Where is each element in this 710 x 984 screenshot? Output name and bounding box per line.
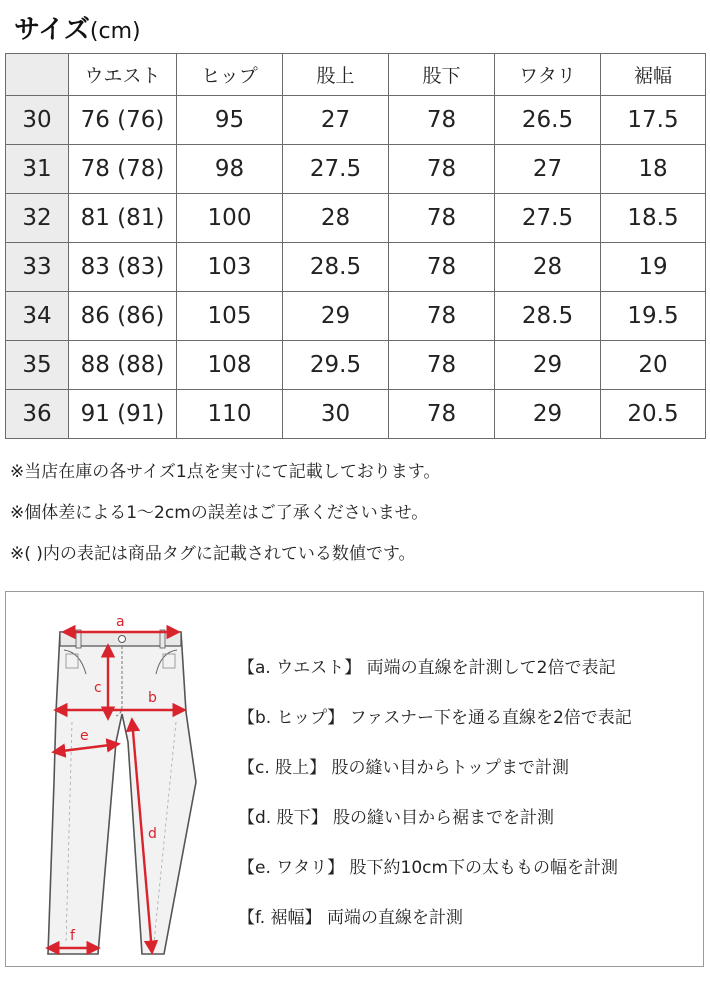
cell-hip: 100	[177, 194, 283, 243]
label-d: d	[148, 826, 157, 842]
note-item: ※当店在庫の各サイズ1点を実寸にて記載しております。	[10, 462, 441, 482]
row-size: 35	[6, 341, 69, 390]
header-inseam: 股下	[389, 54, 495, 96]
table-row	[6, 292, 706, 341]
legend-item-hip: 【b. ヒップ】 ファスナー下を通る直線を2倍で表記	[238, 708, 632, 728]
cell-inseam: 78	[389, 194, 495, 243]
cell-waist: 81 (81)	[69, 194, 177, 243]
table-row	[6, 243, 706, 292]
cell-rise: 29.5	[283, 341, 389, 390]
cell-rise: 30	[283, 390, 389, 439]
cell-hip: 105	[177, 292, 283, 341]
legend-item-thigh: 【e. ワタリ】 股下約10cm下の太ももの幅を計測	[238, 858, 619, 878]
cell-rise: 27	[283, 96, 389, 145]
cell-thigh: 28.5	[495, 292, 601, 341]
cell-inseam: 78	[389, 96, 495, 145]
cell-thigh: 28	[495, 243, 601, 292]
note-item: ※( )内の表記は商品タグに記載されている数値です。	[10, 544, 416, 564]
table-row	[6, 390, 706, 439]
cell-rise: 28.5	[283, 243, 389, 292]
cell-hem: 18	[601, 145, 706, 194]
row-size: 34	[6, 292, 69, 341]
cell-hip: 110	[177, 390, 283, 439]
cell-hip: 103	[177, 243, 283, 292]
table-row	[6, 145, 706, 194]
size-table	[5, 53, 706, 439]
cell-rise: 27.5	[283, 145, 389, 194]
cell-rise: 29	[283, 292, 389, 341]
cell-hem: 18.5	[601, 194, 706, 243]
cell-thigh: 27	[495, 145, 601, 194]
cell-rise: 28	[283, 194, 389, 243]
cell-hip: 95	[177, 96, 283, 145]
cell-hem: 17.5	[601, 96, 706, 145]
header-hem: 裾幅	[601, 54, 706, 96]
measurement-legend	[238, 650, 632, 950]
header-corner	[6, 54, 69, 96]
cell-waist: 78 (78)	[69, 145, 177, 194]
cell-hip: 108	[177, 341, 283, 390]
notes	[10, 452, 440, 575]
row-size: 30	[6, 96, 69, 145]
table-row	[6, 341, 706, 390]
header-rise: 股上	[283, 54, 389, 96]
legend-item-rise: 【c. 股上】 股の縫い目からトップまで計測	[238, 758, 570, 778]
cell-inseam: 78	[389, 292, 495, 341]
cell-waist: 76 (76)	[69, 96, 177, 145]
label-a: a	[116, 614, 125, 630]
cell-waist: 91 (91)	[69, 390, 177, 439]
measurement-diagram	[5, 591, 704, 967]
cell-hem: 19.5	[601, 292, 706, 341]
label-c: c	[94, 680, 102, 696]
cell-hem: 20.5	[601, 390, 706, 439]
cell-hem: 19	[601, 243, 706, 292]
row-size: 32	[6, 194, 69, 243]
cell-hem: 20	[601, 341, 706, 390]
cell-inseam: 78	[389, 145, 495, 194]
cell-thigh: 29	[495, 341, 601, 390]
label-e: e	[80, 728, 89, 744]
row-size: 31	[6, 145, 69, 194]
page-title	[14, 10, 141, 50]
cell-thigh: 27.5	[495, 194, 601, 243]
cell-thigh: 26.5	[495, 96, 601, 145]
cell-thigh: 29	[495, 390, 601, 439]
cell-inseam: 78	[389, 341, 495, 390]
row-size: 36	[6, 390, 69, 439]
cell-waist: 86 (86)	[69, 292, 177, 341]
legend-item-inseam: 【d. 股下】 股の縫い目から裾までを計測	[238, 808, 555, 828]
cell-inseam: 78	[389, 243, 495, 292]
title-main: サイズ	[14, 15, 90, 45]
table-row	[6, 96, 706, 145]
note-item: ※個体差による1〜2cmの誤差はご了承くださいませ。	[10, 503, 429, 523]
pants-illustration	[36, 602, 216, 960]
title-unit: (cm)	[89, 19, 141, 44]
cell-waist: 88 (88)	[69, 341, 177, 390]
table-header-row	[6, 54, 706, 96]
label-f: f	[70, 928, 75, 944]
cell-hip: 98	[177, 145, 283, 194]
table-row	[6, 194, 706, 243]
label-b: b	[148, 690, 157, 706]
header-hip: ヒップ	[177, 54, 283, 96]
pants-body	[48, 632, 196, 954]
cell-waist: 83 (83)	[69, 243, 177, 292]
cell-inseam: 78	[389, 390, 495, 439]
legend-item-waist: 【a. ウエスト】 両端の直線を計測して2倍で表記	[238, 658, 616, 678]
header-thigh: ワタリ	[495, 54, 601, 96]
button-icon	[119, 636, 126, 643]
header-waist: ウエスト	[69, 54, 177, 96]
legend-item-hem: 【f. 裾幅】 両端の直線を計測	[238, 908, 463, 928]
row-size: 33	[6, 243, 69, 292]
